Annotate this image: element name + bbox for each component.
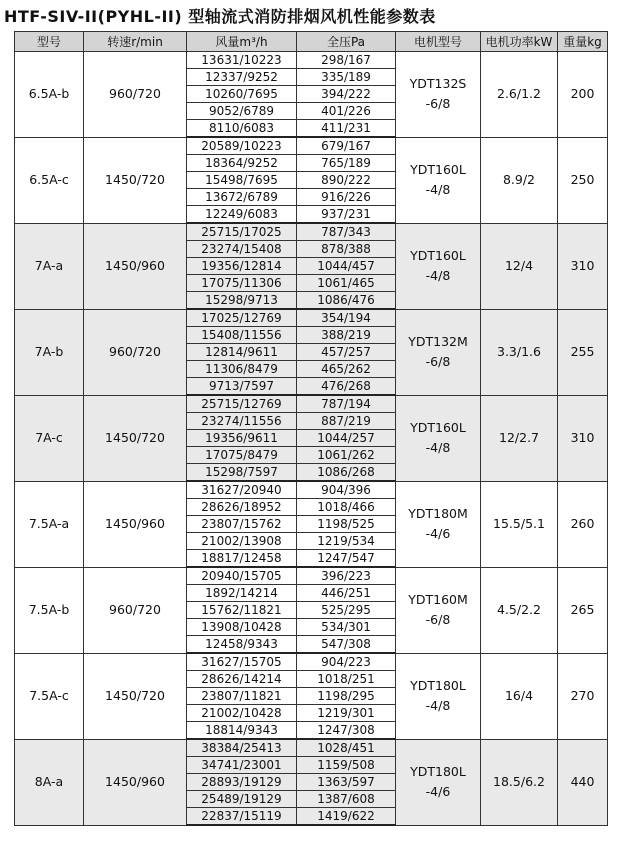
motor-model-cell bbox=[396, 653, 481, 739]
airflow-cell: 15762/11821 bbox=[187, 602, 297, 619]
airflow-cell: 17075/8479 bbox=[187, 447, 297, 464]
pressure-cell: 1061/262 bbox=[297, 447, 396, 464]
col-header-speed: 转速r/min bbox=[84, 32, 187, 52]
pressure-cell: 916/226 bbox=[297, 189, 396, 206]
airflow-cell: 31627/20940 bbox=[187, 481, 297, 499]
airflow-cell: 23274/15408 bbox=[187, 241, 297, 258]
speed-cell: 960/720 bbox=[84, 567, 187, 653]
airflow-cell: 18814/9343 bbox=[187, 722, 297, 740]
airflow-cell: 13631/10223 bbox=[187, 52, 297, 69]
pressure-cell: 354/194 bbox=[297, 309, 396, 327]
pressure-cell: 1419/622 bbox=[297, 808, 396, 826]
motor-model-line2: -4/8 bbox=[425, 182, 451, 197]
airflow-cell: 18817/12458 bbox=[187, 550, 297, 568]
airflow-cell: 12337/9252 bbox=[187, 69, 297, 86]
pressure-cell: 765/189 bbox=[297, 155, 396, 172]
col-header-pressure: 全压Pa bbox=[297, 32, 396, 52]
table-row bbox=[15, 653, 608, 671]
pressure-cell: 787/194 bbox=[297, 395, 396, 413]
airflow-cell: 17075/11306 bbox=[187, 275, 297, 292]
motor-model-line1: YDT160M bbox=[408, 592, 468, 607]
airflow-cell: 38384/25413 bbox=[187, 739, 297, 757]
motor-model-line2: -4/6 bbox=[425, 526, 451, 541]
pressure-cell: 457/257 bbox=[297, 344, 396, 361]
motor-power-cell: 12/2.7 bbox=[481, 395, 558, 481]
model-cell: 7.5A-b bbox=[15, 567, 84, 653]
motor-model-line1: YDT160L bbox=[410, 248, 466, 263]
model-cell: 7A-c bbox=[15, 395, 84, 481]
pressure-cell: 1387/608 bbox=[297, 791, 396, 808]
table-row bbox=[15, 739, 608, 757]
pressure-cell: 887/219 bbox=[297, 413, 396, 430]
motor-model-line2: -6/8 bbox=[425, 96, 451, 112]
pressure-cell: 394/222 bbox=[297, 86, 396, 103]
motor-model-line2: -4/8 bbox=[425, 698, 451, 713]
airflow-cell: 20940/15705 bbox=[187, 567, 297, 585]
fan-performance-table bbox=[14, 31, 608, 826]
weight-cell: 250 bbox=[558, 137, 608, 223]
pressure-cell: 1198/295 bbox=[297, 688, 396, 705]
motor-model-cell bbox=[396, 52, 481, 138]
airflow-cell: 12814/9611 bbox=[187, 344, 297, 361]
motor-power-cell: 16/4 bbox=[481, 653, 558, 739]
table-row bbox=[15, 395, 608, 413]
motor-model-line2: -6/8 bbox=[425, 354, 451, 369]
motor-model-cell bbox=[396, 395, 481, 481]
model-cell: 6.5A-b bbox=[15, 52, 84, 138]
airflow-cell: 31627/15705 bbox=[187, 653, 297, 671]
speed-cell: 1450/720 bbox=[84, 137, 187, 223]
airflow-cell: 11306/8479 bbox=[187, 361, 297, 378]
airflow-cell: 13908/10428 bbox=[187, 619, 297, 636]
weight-cell: 440 bbox=[558, 739, 608, 825]
speed-cell: 1450/720 bbox=[84, 395, 187, 481]
pressure-cell: 679/167 bbox=[297, 137, 396, 155]
speed-cell: 960/720 bbox=[84, 309, 187, 395]
model-cell: 7A-a bbox=[15, 223, 84, 309]
motor-power-cell: 12/4 bbox=[481, 223, 558, 309]
table-row bbox=[15, 309, 608, 327]
airflow-cell: 34741/23001 bbox=[187, 757, 297, 774]
airflow-cell: 23807/15762 bbox=[187, 516, 297, 533]
airflow-cell: 12249/6083 bbox=[187, 206, 297, 224]
pressure-cell: 298/167 bbox=[297, 52, 396, 69]
airflow-cell: 10260/7695 bbox=[187, 86, 297, 103]
motor-model-line1: YDT132S bbox=[409, 76, 467, 92]
page-title: HTF-SIV-II(PYHL-II) 型轴流式消防排烟风机性能参数表 bbox=[4, 7, 436, 26]
model-cell: 8A-a bbox=[15, 739, 84, 825]
pressure-cell: 1198/525 bbox=[297, 516, 396, 533]
pressure-cell: 411/231 bbox=[297, 120, 396, 138]
motor-model-line1: YDT132M bbox=[408, 334, 468, 349]
pressure-cell: 401/226 bbox=[297, 103, 396, 120]
airflow-cell: 19356/9611 bbox=[187, 430, 297, 447]
weight-cell: 310 bbox=[558, 395, 608, 481]
pressure-cell: 878/388 bbox=[297, 241, 396, 258]
airflow-cell: 19356/12814 bbox=[187, 258, 297, 275]
airflow-cell: 15298/9713 bbox=[187, 292, 297, 310]
motor-power-cell: 15.5/5.1 bbox=[481, 481, 558, 567]
motor-model-cell bbox=[396, 137, 481, 223]
weight-cell: 200 bbox=[558, 52, 608, 138]
airflow-cell: 15498/7695 bbox=[187, 172, 297, 189]
table-row bbox=[15, 481, 608, 499]
pressure-cell: 904/396 bbox=[297, 481, 396, 499]
airflow-cell: 23274/11556 bbox=[187, 413, 297, 430]
airflow-cell: 23807/11821 bbox=[187, 688, 297, 705]
pressure-cell: 534/301 bbox=[297, 619, 396, 636]
motor-model-cell bbox=[396, 481, 481, 567]
pressure-cell: 1061/465 bbox=[297, 275, 396, 292]
col-header-weight: 重量kg bbox=[558, 32, 608, 52]
pressure-cell: 396/223 bbox=[297, 567, 396, 585]
weight-cell: 265 bbox=[558, 567, 608, 653]
weight-cell: 255 bbox=[558, 309, 608, 395]
motor-power-cell: 4.5/2.2 bbox=[481, 567, 558, 653]
table-row bbox=[15, 52, 608, 69]
motor-model-line1: YDT180L bbox=[410, 764, 466, 779]
pressure-cell: 446/251 bbox=[297, 585, 396, 602]
airflow-cell: 25715/17025 bbox=[187, 223, 297, 241]
airflow-cell: 21002/10428 bbox=[187, 705, 297, 722]
pressure-cell: 547/308 bbox=[297, 636, 396, 654]
table-row bbox=[15, 223, 608, 241]
airflow-cell: 12458/9343 bbox=[187, 636, 297, 654]
airflow-cell: 17025/12769 bbox=[187, 309, 297, 327]
motor-power-cell: 8.9/2 bbox=[481, 137, 558, 223]
header-row bbox=[15, 32, 608, 52]
pressure-cell: 1044/457 bbox=[297, 258, 396, 275]
pressure-cell: 890/222 bbox=[297, 172, 396, 189]
pressure-cell: 1018/466 bbox=[297, 499, 396, 516]
airflow-cell: 9052/6789 bbox=[187, 103, 297, 120]
pressure-cell: 1247/547 bbox=[297, 550, 396, 568]
model-cell: 7.5A-c bbox=[15, 653, 84, 739]
motor-model-line2: -4/8 bbox=[425, 268, 451, 283]
table-row bbox=[15, 567, 608, 585]
airflow-cell: 25489/19129 bbox=[187, 791, 297, 808]
airflow-cell: 8110/6083 bbox=[187, 120, 297, 138]
pressure-cell: 335/189 bbox=[297, 69, 396, 86]
motor-power-cell: 2.6/1.2 bbox=[481, 52, 558, 138]
airflow-cell: 21002/13908 bbox=[187, 533, 297, 550]
airflow-cell: 18364/9252 bbox=[187, 155, 297, 172]
airflow-cell: 13672/6789 bbox=[187, 189, 297, 206]
col-header-airflow: 风量m³/h bbox=[187, 32, 297, 52]
airflow-cell: 9713/7597 bbox=[187, 378, 297, 396]
motor-model-line1: YDT180L bbox=[410, 678, 466, 693]
pressure-cell: 1247/308 bbox=[297, 722, 396, 740]
pressure-cell: 1219/534 bbox=[297, 533, 396, 550]
pressure-cell: 1086/268 bbox=[297, 464, 396, 482]
pressure-cell: 525/295 bbox=[297, 602, 396, 619]
model-cell: 6.5A-c bbox=[15, 137, 84, 223]
motor-model-line1: YDT180M bbox=[408, 506, 468, 521]
weight-cell: 270 bbox=[558, 653, 608, 739]
weight-cell: 310 bbox=[558, 223, 608, 309]
pressure-cell: 937/231 bbox=[297, 206, 396, 224]
airflow-cell: 20589/10223 bbox=[187, 137, 297, 155]
airflow-cell: 28893/19129 bbox=[187, 774, 297, 791]
motor-power-cell: 18.5/6.2 bbox=[481, 739, 558, 825]
motor-model-line2: -6/8 bbox=[425, 612, 451, 627]
motor-power-cell: 3.3/1.6 bbox=[481, 309, 558, 395]
pressure-cell: 388/219 bbox=[297, 327, 396, 344]
speed-cell: 1450/960 bbox=[84, 481, 187, 567]
col-header-motor-power: 电机功率kW bbox=[481, 32, 558, 52]
motor-model-cell bbox=[396, 567, 481, 653]
weight-cell: 260 bbox=[558, 481, 608, 567]
table-body bbox=[15, 52, 608, 826]
pressure-cell: 476/268 bbox=[297, 378, 396, 396]
motor-model-cell bbox=[396, 739, 481, 825]
table-row bbox=[15, 137, 608, 155]
pressure-cell: 904/223 bbox=[297, 653, 396, 671]
motor-model-line1: YDT160L bbox=[410, 420, 466, 435]
motor-model-cell bbox=[396, 223, 481, 309]
airflow-cell: 25715/12769 bbox=[187, 395, 297, 413]
airflow-cell: 15298/7597 bbox=[187, 464, 297, 482]
pressure-cell: 1044/257 bbox=[297, 430, 396, 447]
pressure-cell: 1086/476 bbox=[297, 292, 396, 310]
pressure-cell: 465/262 bbox=[297, 361, 396, 378]
airflow-cell: 22837/15119 bbox=[187, 808, 297, 826]
speed-cell: 1450/960 bbox=[84, 739, 187, 825]
pressure-cell: 1219/301 bbox=[297, 705, 396, 722]
airflow-cell: 28626/18952 bbox=[187, 499, 297, 516]
col-header-motor-model: 电机型号 bbox=[396, 32, 481, 52]
pressure-cell: 787/343 bbox=[297, 223, 396, 241]
speed-cell: 1450/960 bbox=[84, 223, 187, 309]
pressure-cell: 1363/597 bbox=[297, 774, 396, 791]
airflow-cell: 15408/11556 bbox=[187, 327, 297, 344]
model-cell: 7A-b bbox=[15, 309, 84, 395]
pressure-cell: 1028/451 bbox=[297, 739, 396, 757]
motor-model-line2: -4/6 bbox=[425, 784, 451, 799]
pressure-cell: 1018/251 bbox=[297, 671, 396, 688]
motor-model-line2: -4/8 bbox=[425, 440, 451, 455]
speed-cell: 1450/720 bbox=[84, 653, 187, 739]
motor-model-line1: YDT160L bbox=[410, 162, 466, 177]
pressure-cell: 1159/508 bbox=[297, 757, 396, 774]
motor-model-cell bbox=[396, 309, 481, 395]
col-header-model: 型号 bbox=[15, 32, 84, 52]
airflow-cell: 1892/14214 bbox=[187, 585, 297, 602]
airflow-cell: 28626/14214 bbox=[187, 671, 297, 688]
speed-cell: 960/720 bbox=[84, 52, 187, 138]
model-cell: 7.5A-a bbox=[15, 481, 84, 567]
